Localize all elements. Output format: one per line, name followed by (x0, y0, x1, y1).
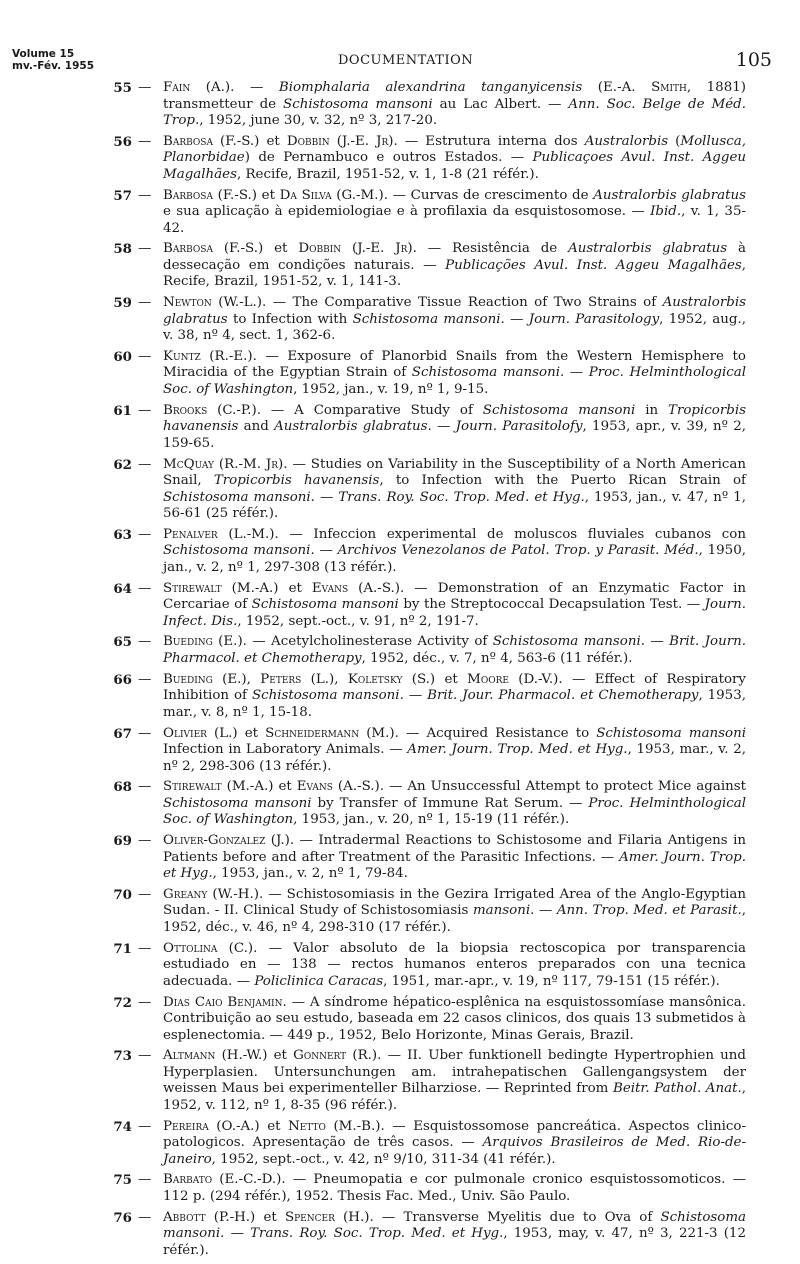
italic-text: Proc. Helminthological Soc. of Washington (163, 365, 746, 397)
italic-text: Arquivos Brasileiros de Med. Rio-de-Janeiro (163, 1135, 746, 1167)
author-name: Dobbin (J.-E. Jr) (286, 133, 394, 149)
reference-dash: — (138, 526, 152, 542)
author-name: Barbato (E.-C.-D.) (163, 1172, 282, 1188)
author-name: Newton (W.-L.) (163, 295, 263, 311)
reference-entry (113, 241, 747, 291)
author-name: McQuay (R.-M. Jr) (163, 456, 284, 472)
reference-dash: — (138, 940, 152, 956)
reference-text: . — Infeccion experimental de moluscos fluviales cubanos con (274, 526, 746, 542)
reference-text: , 1950, jan., v. 2, nº 1, 297-308 (13 référ.). (163, 543, 746, 575)
reference-text: , 1952, sept.-oct., v. 42, nº 9/10, 311-34 (41 référ.). (211, 1151, 556, 1167)
reference-text: . — Exposure of Planorbid Snails from the Western Hemisphere to Miracidia of the Egyptian Strain of (163, 348, 746, 381)
reference-text: , 1952, jan., v. 19, nº 1, 9-15. (293, 381, 489, 397)
reference-text: . — (559, 365, 589, 381)
reference-text: . — Esquistossomose pancreática. Aspectos clinico-patologicos. Apresentação de três casos. — (163, 1118, 746, 1151)
reference-number: 57 (113, 187, 132, 204)
reference-text: . — (310, 489, 339, 505)
reference-text: et (435, 671, 468, 687)
italic-text: Brit. Jour. Pharmacol. et Chemotherapy (427, 688, 699, 704)
italic-text: mansoni (472, 903, 531, 919)
reference-number: 70 (113, 886, 132, 903)
italic-text: Journ. Infect. Dis. (163, 597, 746, 629)
reference-number: 65 (113, 634, 132, 651)
reference-dash: — (138, 994, 152, 1010)
reference-text: e sua aplicação à epidemiologiae e à profilaxia da esquistosomose. — (163, 204, 651, 220)
author-name: Abbott (P.-H.) (163, 1209, 256, 1225)
author-name: Evans (A.-S.) (311, 580, 400, 596)
author-name: Greany (W.-H.) (163, 886, 259, 902)
reference-entry (113, 187, 746, 238)
italic-text: Ibid. (650, 204, 682, 220)
italic-text: Proc. Helminthological Soc. of Washington (163, 795, 746, 828)
reference-text: . — (640, 634, 670, 650)
reference-text: by the Streptococcal Decapsulation Test. — (398, 597, 705, 613)
reference-number: 62 (113, 456, 132, 473)
reference-dash: — (138, 1118, 152, 1134)
reference-text: , to Infection with the Puerto Rican Strain of (379, 473, 746, 489)
italic-text: Archivos Venezolanos de Patol. Trop. y Parasit. Méd. (337, 543, 699, 559)
reference-dash: — (138, 833, 152, 849)
italic-text: Policlinica Caracas (254, 973, 384, 989)
italic-text: Biomphalaria alexandrina tanganyicensis (278, 80, 583, 95)
page-number: 105 (735, 49, 772, 71)
reference-dash: — (138, 295, 152, 311)
reference-entry (113, 1209, 746, 1260)
author-name: Peters (L.) (260, 671, 335, 687)
italic-text: Schistosoma mansoni (163, 795, 312, 811)
reference-number: 64 (113, 580, 132, 597)
reference-text: . — (530, 903, 557, 919)
italic-text: Journ. Parasitology (528, 311, 660, 327)
reference-text: . — (230, 80, 279, 95)
reference-dash: — (138, 779, 152, 795)
reference-list (113, 80, 747, 1264)
reference-text: , v. 1, 35-42. (163, 204, 746, 236)
italic-text: Schistosoma mansoni (251, 688, 400, 704)
reference-entry (113, 580, 747, 631)
author-name: Kuntz (R.-E.) (163, 348, 253, 364)
reference-text: . — Estrutura interna dos (393, 133, 585, 149)
volume-info (12, 48, 94, 72)
italic-text: Schistosoma mansoni (482, 402, 636, 418)
author-name: Schneidermann (M.) (265, 725, 395, 741)
italic-text: Australorbis glabratus (274, 419, 428, 435)
author-name: Barbosa (F.-S.) (163, 241, 264, 257)
reference-text: et (237, 725, 266, 741)
italic-text: Australorbis glabratus (593, 187, 746, 203)
italic-text: Australorbis glabratus (568, 241, 728, 257)
reference-entry (113, 133, 746, 184)
italic-text: Trans. Roy. Soc. Trop. Med. et Hyg. (250, 1226, 504, 1242)
volume-label: Volume 15 (12, 48, 75, 60)
reference-text: , 1952, v. 112, nº 1, 8-35 (96 référ.). (163, 1081, 746, 1113)
author-name: Oliver-Gonzalez (J.) (163, 833, 290, 849)
author-name: Barbosa (F.-S.) (163, 187, 257, 203)
italic-text: Tropicorbis havanensis (213, 473, 380, 489)
reference-number: 56 (113, 133, 132, 150)
reference-text: , 1953, jan., v. 47, nº 1, 56-61 (25 référ.). (163, 489, 746, 522)
reference-text: . — (427, 419, 456, 435)
reference-entry (113, 348, 746, 399)
italic-text: Schistosoma mansoni (492, 634, 641, 650)
italic-text: Tropicorbis havanensis (163, 402, 746, 435)
reference-entry (113, 1048, 746, 1114)
reference-text: . — A síndrome hépatico-esplênica na esquistossomíase mansônica. Contribuição ao seu estudo, baseada em 22 casos clinicos, dos quais 13 submetidos à esplenectomia. — 449 p., 1952, Belo Horizonte, Minas Gerais, Brazil. (163, 994, 747, 1043)
reference-number: 59 (113, 295, 132, 312)
reference-text: ( (668, 133, 681, 149)
reference-dash: — (138, 241, 152, 257)
italic-text: Schistosoma mansoni (283, 96, 433, 112)
reference-text: . — Studies on Variability in the Susceptibility of a North American Snail, (163, 456, 746, 489)
reference-text: , 1881) transmetteur de (163, 80, 746, 112)
reference-text: et (267, 1048, 294, 1064)
reference-text: , Recife, Brazil, 1951-52, v. 1, 1-8 (21 référ.). (236, 166, 539, 182)
italic-text: Schistosoma mansoni (596, 725, 747, 741)
reference-text: . — (310, 543, 338, 559)
reference-dash: — (138, 634, 152, 650)
italic-text: Ann. Soc. Belge de Méd. Trop. (163, 96, 746, 128)
reference-entry (113, 886, 747, 937)
reference-entry (113, 402, 746, 453)
italic-text: Trans. Roy. Soc. Trop. Med. et Hyg. (338, 489, 585, 505)
reference-entry (113, 80, 746, 130)
author-name: Bueding (E.) (163, 671, 247, 687)
italic-text: Publicaçoes Avul. Inst. Aggeu Magalhães (163, 150, 746, 182)
reference-text: . — Resistência de (412, 241, 569, 257)
reference-text: . — Valor absoluto de la biopsia rectoscopica por transparencia estudiado en — 138 — rectos humanos enteros preparados con una tecnica adecuada. — (163, 940, 746, 989)
reference-text: , 1953, mar., v. 2, nº 2, 298-306 (13 référ.). (163, 742, 746, 774)
reference-dash: — (138, 580, 152, 596)
reference-text: ) de Pernambuco e outros Estados. — (244, 150, 533, 166)
reference-text: , 1951, mar.-apr., v. 19, nº 117, 79-151 (15 référ.). (383, 973, 720, 989)
italic-text: Amer. Journ. Trop. et Hyg. (163, 849, 746, 882)
reference-text: , 1953, may, v. 47, nº 3, 221-3 (12 référ.). (163, 1226, 746, 1258)
issue-label: mv.-Fév. 1955 (12, 60, 95, 72)
reference-text: (E.-A. (582, 80, 652, 95)
reference-text: . — Intradermal Reactions to Schistosome and Filaria Antigens in Patients before and after Treatment of the Parasitic Infections. — (163, 833, 746, 865)
reference-text: . — Transverse Myelitis due to Ova of (369, 1209, 661, 1225)
reference-dash: — (138, 402, 152, 418)
reference-text: et (257, 187, 280, 203)
author-name: Gonnert (R.) (293, 1048, 378, 1064)
running-head: DOCUMENTATION (338, 53, 474, 68)
reference-text: . — Acetylcholinesterase Activity of (242, 634, 493, 650)
reference-number: 61 (113, 402, 132, 419)
author-name: Spencer (H.) (284, 1209, 370, 1225)
reference-text: . — (220, 1226, 251, 1242)
reference-text: and (238, 419, 275, 435)
author-name: Dobbin (J.-E. Jr) (298, 241, 413, 257)
reference-entry (113, 671, 746, 722)
reference-text: Infection in Laboratory Animals. — (163, 742, 408, 758)
reference-text: , 1953, mar., v. 8, nº 1, 15-18. (163, 688, 746, 720)
reference-dash: — (138, 1048, 152, 1064)
reference-number: 73 (113, 1048, 132, 1065)
reference-entry (113, 725, 747, 776)
reference-text: , 1952, déc., v. 46, nº 4, 298-310 (17 référ.). (163, 903, 746, 935)
reference-text: . — Schistosomiasis in the Gezira Irrigated Area of the Anglo-Egyptian Sudan. - II. Clinical Study of Schistosomiasis (163, 886, 747, 919)
author-name: Bueding (E.) (163, 634, 243, 650)
italic-text: Journ. Parasitolofy (455, 419, 583, 435)
author-name: Smith (651, 80, 687, 95)
reference-text: , 1953, apr., v. 39, nº 2, 159-65. (163, 419, 746, 451)
reference-number: 71 (113, 940, 132, 957)
reference-number: 68 (113, 779, 132, 796)
reference-text: , Recife, Brazil, 1951-52, v. 1, 141-3. (163, 257, 747, 290)
reference-text: . — The Comparative Tissue Reaction of Two Strains of (262, 295, 663, 311)
reference-text: , 1952, aug., v. 38, nº 4, sect. 1, 362-6. (163, 311, 746, 344)
author-name: Stirewalt (M.-A.) (163, 779, 274, 795)
reference-text: au Lac Albert. — (432, 96, 569, 112)
reference-text: , 1952, sept.-oct., v. 91, nº 2, 191-7. (237, 613, 479, 629)
author-name: Netto (M.-B.) (288, 1118, 381, 1134)
author-name: Ottolina (C.) (163, 940, 254, 956)
reference-text: et (278, 580, 312, 596)
italic-text: Mollusca, Planorbidae (163, 133, 746, 166)
italic-text: Ann. Trop. Med. et Parasit. (556, 903, 742, 919)
italic-text: Australorbis glabratus (163, 295, 746, 327)
reference-text: . — Demonstration of an Enzymatic Factor in Cercariae of (163, 580, 747, 613)
italic-text: Amer. Journ. Trop. Med. et Hyg. (407, 742, 628, 758)
reference-text: , 1953, jan., v. 20, nº 1, 15-19 (11 référ.). (293, 812, 570, 828)
author-name: Penalver (L.-M.) (163, 526, 275, 542)
author-name: Barbosa (F.-S.) (163, 133, 260, 149)
reference-text: , 1953, jan., v. 2, nº 1, 79-84. (212, 866, 408, 882)
reference-number: 75 (113, 1172, 132, 1189)
author-name: Evans (A.-S.) (296, 779, 380, 795)
reference-text: et (255, 1209, 285, 1225)
italic-text: Publicações Avul. Inst. Aggeu Magalhães (445, 257, 742, 273)
reference-number: 60 (113, 348, 132, 365)
italic-text: Beitr. Pathol. Anat. (612, 1081, 742, 1097)
reference-entry (113, 833, 746, 883)
reference-entry (113, 1118, 746, 1169)
author-name: Dias Caio Benjamin (163, 994, 283, 1010)
author-name: Koletsky (S.) (347, 671, 436, 687)
reference-number: 58 (113, 241, 132, 258)
reference-text: . — Acquired Resistance to (394, 725, 597, 741)
reference-text: . — (500, 311, 529, 327)
reference-text: . — Curvas de crescimento de (383, 187, 594, 203)
reference-text: . — An Unsuccessful Attempt to protect Mice against (379, 779, 746, 795)
reference-dash: — (138, 456, 152, 472)
italic-text: Schistosoma mansoni (163, 1209, 746, 1242)
reference-entry (113, 295, 746, 345)
reference-number: 63 (113, 526, 132, 543)
reference-dash: — (138, 187, 152, 203)
reference-text: et (259, 1118, 289, 1134)
reference-number: 66 (113, 671, 132, 688)
italic-text: Schistosoma mansoni (411, 365, 560, 381)
reference-text: , 1952, june 30, v. 32, nº 3, 217-20. (199, 113, 438, 128)
italic-text: Brit. Journ. Pharmacol. et Chemotherapy (163, 634, 746, 666)
reference-entry (113, 1172, 746, 1205)
reference-text: to Infection with (227, 311, 353, 327)
reference-text: . — Effect of Respiratory Inhibition of (163, 671, 746, 704)
page-header (0, 0, 800, 80)
reference-entry (113, 779, 746, 829)
author-name: Olivier (L.) (163, 725, 238, 741)
reference-number: 69 (113, 833, 132, 850)
reference-text: , (334, 671, 348, 687)
author-name: Moore (D.-V.) (467, 671, 559, 687)
italic-text: Schistosoma mansoni (251, 597, 399, 613)
reference-text: et (263, 241, 299, 257)
author-name: Fain (A.) (163, 80, 231, 95)
reference-entry (113, 456, 746, 523)
author-name: Stirewalt (M.-A.) (163, 580, 279, 596)
reference-text: in (635, 402, 669, 418)
reference-text: by Transfer of Immune Rat Serum. — (311, 795, 589, 811)
author-name: Altmann (H.-W.) (163, 1048, 268, 1064)
italic-text: Schistosoma mansoni (163, 489, 311, 505)
reference-text: et (259, 133, 287, 149)
reference-number: 55 (113, 80, 132, 96)
reference-text: , (246, 671, 261, 687)
author-name: Da Silva (G.-M.) (279, 187, 384, 203)
reference-number: 76 (113, 1209, 132, 1226)
reference-dash: — (138, 671, 152, 687)
reference-entry (113, 994, 747, 1045)
italic-text: Schistosoma mansoni (352, 311, 501, 327)
italic-text: Schistosoma mansoni (163, 543, 311, 559)
reference-entry (113, 634, 746, 667)
reference-text: à dessecação em condições naturais. — (163, 241, 746, 273)
reference-dash: — (138, 1172, 152, 1188)
reference-number: 72 (113, 994, 132, 1011)
reference-number: 67 (113, 725, 132, 742)
reference-number: 74 (113, 1118, 132, 1135)
author-name: Pereira (O.-A.) (163, 1118, 260, 1134)
reference-dash: — (138, 1209, 152, 1225)
reference-text: . — Pneumopatia e cor pulmonale cronico esquistossomoticos. — 112 p. (294 référ.), 1952. Thesis Fac. Med., Univ. São Paulo. (163, 1172, 746, 1204)
reference-dash: — (138, 80, 152, 95)
reference-dash: — (138, 886, 152, 902)
reference-text: . — A Comparative Study of (256, 402, 483, 418)
reference-entry (113, 526, 746, 577)
reference-dash: — (138, 133, 152, 149)
reference-dash: — (138, 725, 152, 741)
reference-text: et (273, 779, 297, 795)
reference-text: , 1952, déc., v. 7, nº 4, 563-6 (11 référ.). (361, 650, 633, 666)
italic-text: Australorbis (584, 133, 669, 149)
reference-entry (113, 940, 746, 991)
reference-text: . — II. Uber funktionell bedingte Hypertrophien und Hyperplasien. Untersunchungen am. intrahepatischen Gallengangsystem der weissen Maus bei experimenteller Bilharziose. — Reprinted from (163, 1048, 746, 1097)
reference-text: . — (399, 688, 428, 704)
reference-dash: — (138, 348, 152, 364)
author-name: Brooks (C.-P.) (163, 402, 257, 418)
